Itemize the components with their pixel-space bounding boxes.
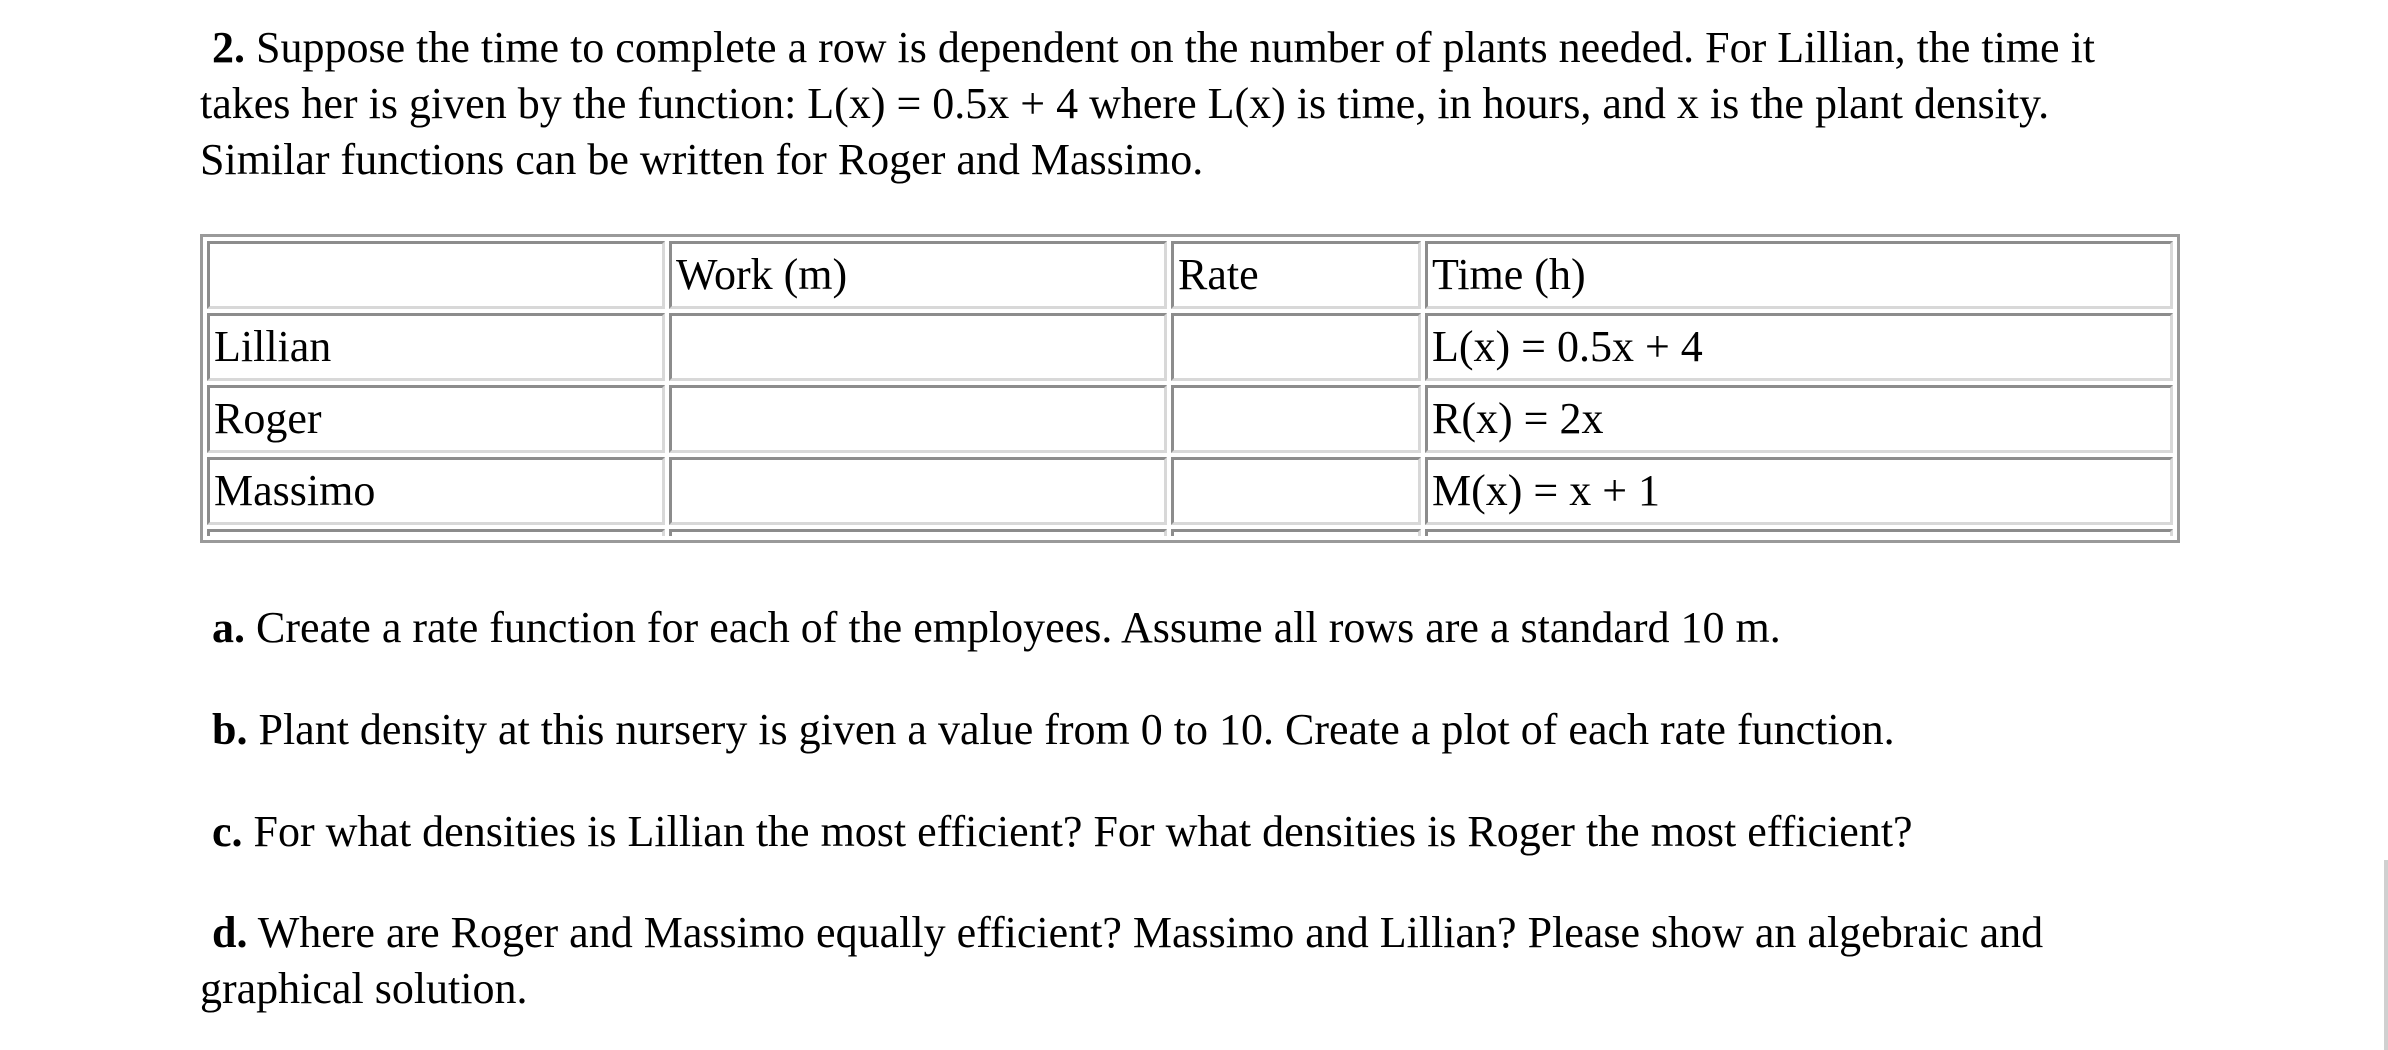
question-b-label: b. <box>212 705 248 754</box>
row-rate-cell <box>1171 313 1421 381</box>
question-d-line-1 <box>200 905 2200 961</box>
problem-intro <box>200 20 2200 188</box>
empty-cell <box>1425 529 2173 536</box>
header-cell-empty <box>207 241 665 309</box>
row-rate-cell <box>1171 385 1421 453</box>
table-row <box>207 385 2173 453</box>
intro-line-1 <box>200 20 2200 76</box>
question-c-text: For what densities is Lillian the most efficient? For what densities is Roger the most efficient? <box>253 807 1913 856</box>
question-c-label: c. <box>212 807 243 856</box>
question-a-text: Create a rate function for each of the employees. Assume all rows are a standard 10 m. <box>256 603 1781 652</box>
header-cell-time: Time (h) <box>1425 241 2173 309</box>
question-a <box>212 600 2212 656</box>
rates-table <box>200 234 2180 543</box>
row-work-cell <box>669 313 1167 381</box>
intro-line-2: takes her is given by the function: L(x) = 0.5x + 4 where L(x) is time, in hours, and x is the plant density. <box>200 79 2050 128</box>
row-work-cell <box>669 457 1167 525</box>
intro-line-3: Similar functions can be written for Roger and Massimo. <box>200 135 1204 184</box>
empty-cell <box>1171 529 1421 536</box>
header-cell-rate: Rate <box>1171 241 1421 309</box>
row-name-cell: Massimo <box>207 457 665 525</box>
table-empty-row <box>207 529 2173 536</box>
problem-number: 2. <box>212 23 245 72</box>
question-d <box>200 905 2200 1017</box>
row-time-cell: L(x) = 0.5x + 4 <box>1425 313 2173 381</box>
question-d-text: Where are Roger and Massimo equally efficient? Massimo and Lillian? Please show an algebraic and <box>257 908 2044 957</box>
question-b-text: Plant density at this nursery is given a value from 0 to 10. Create a plot of each rate function. <box>258 705 1895 754</box>
intro-text-1: Suppose the time to complete a row is dependent on the number of plants needed. For Lillian, the time it <box>256 23 2096 72</box>
question-b <box>212 702 2212 758</box>
question-a-label: a. <box>212 603 245 652</box>
row-work-cell <box>669 385 1167 453</box>
row-time-cell: M(x) = x + 1 <box>1425 457 2173 525</box>
table-row <box>207 457 2173 525</box>
empty-cell <box>207 529 665 536</box>
scrollbar-edge[interactable] <box>2384 860 2388 1050</box>
question-c <box>212 804 2212 860</box>
question-d-line-2: graphical solution. <box>200 964 528 1013</box>
question-d-label: d. <box>212 908 248 957</box>
row-time-cell: R(x) = 2x <box>1425 385 2173 453</box>
row-name-cell: Roger <box>207 385 665 453</box>
row-name-cell: Lillian <box>207 313 665 381</box>
row-rate-cell <box>1171 457 1421 525</box>
header-cell-work: Work (m) <box>669 241 1167 309</box>
table-header-row <box>207 241 2173 309</box>
table-row <box>207 313 2173 381</box>
empty-cell <box>669 529 1167 536</box>
